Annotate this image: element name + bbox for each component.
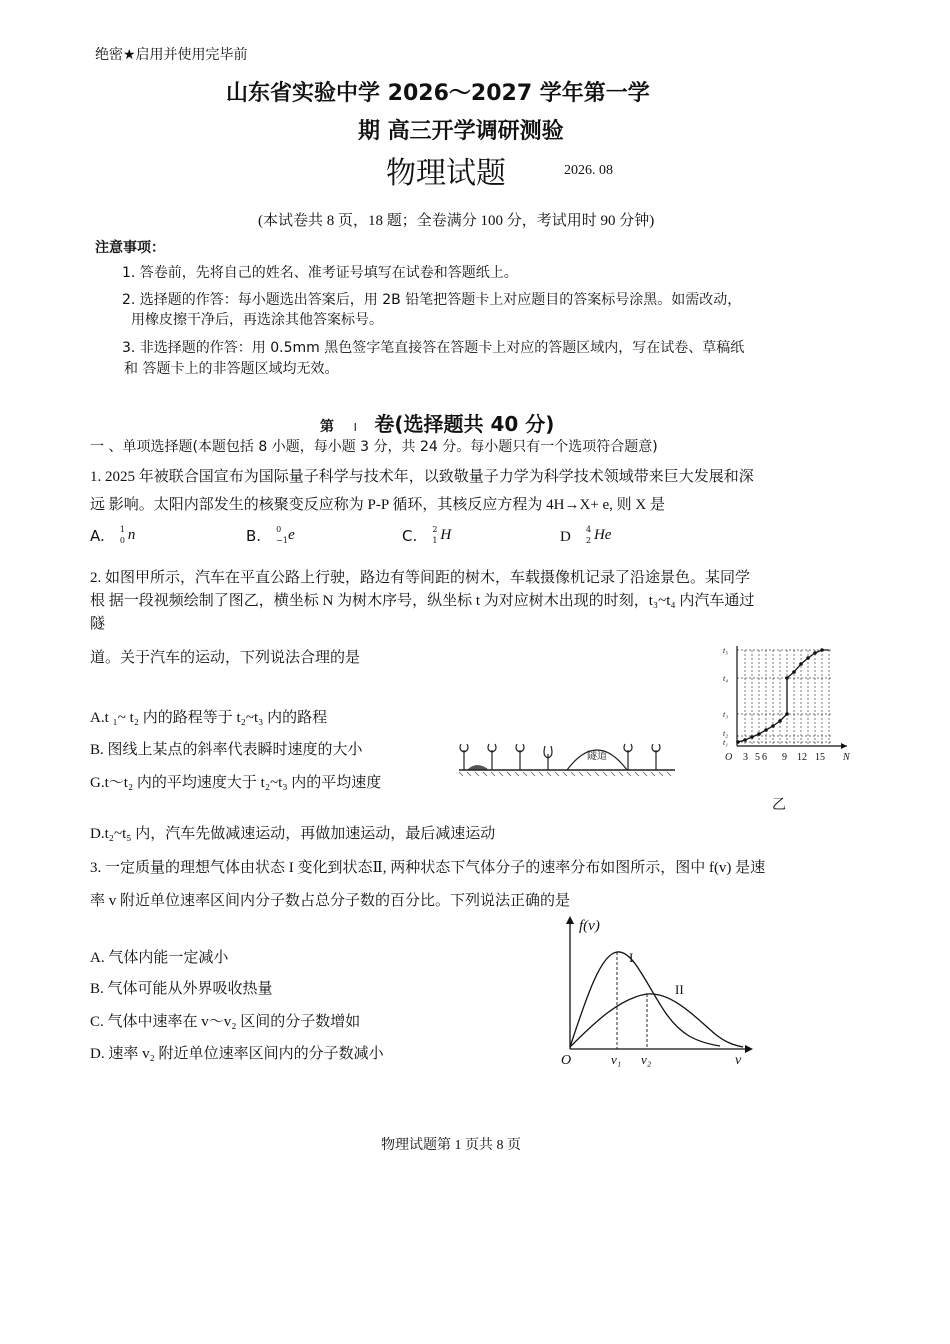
page-footer: 物理试题第 1 页共 8 页 [381, 1138, 521, 1153]
note-1: 1. 答卷前，先将自己的姓名、准考证号填写在试卷和答题纸上。 [122, 265, 518, 281]
q3-y-arrow [566, 916, 574, 924]
note-3b: 和 答题卡上的非答题区域均无效。 [124, 361, 339, 377]
tunnel-label: 隧道 [587, 751, 607, 762]
q2-nt-chart [715, 642, 855, 772]
q1-c-mass: 2 [432, 524, 438, 534]
q2-x-axis-label: N [843, 752, 850, 763]
note-3a: 3. 非选择题的作答：用 0.5mm 黑色签字笔直接答在答题卡上对应的答题区域内，写在试卷、草稿纸 [122, 340, 745, 356]
exam-date: 2026. 08 [564, 163, 613, 178]
q3-curve-1-label: I [629, 950, 634, 965]
section-title-roman: I [353, 421, 357, 434]
q3-origin-label: O [561, 1053, 572, 1067]
q2-ytick-t1: t₁ [723, 738, 729, 747]
q1-option-d[interactable] [560, 526, 616, 547]
section-title-rest: 卷(选择题共 40 分) [374, 412, 555, 436]
q1-line2: 远 影响。太阳内部发生的核聚变反应称为 P-P 循环，其核反应方程为 4H→X+ e, 则 X 是 [90, 497, 665, 513]
q2-line3: 隧 [90, 616, 106, 632]
q3-distribution-chart [555, 912, 770, 1067]
q2-option-b[interactable]: B. 图线上某点的斜率代表瞬时速度的大小 [90, 742, 363, 758]
q3-x-axis-label: v [735, 1053, 742, 1067]
q1-option-b[interactable] [246, 526, 298, 547]
q3-curve-2 [570, 994, 743, 1047]
q3-y-axis-label: f(v) [579, 918, 600, 934]
q2-ytick-t4: t₄ [723, 674, 729, 683]
q3-option-a[interactable]: A. 气体内能一定减小 [90, 950, 229, 966]
section-title [320, 408, 554, 437]
q3-v1-label: v₁ [611, 1052, 622, 1067]
q3-line2: 率 v 附近单位速率区间内分子数占总分子数的百分比。下列说法正确的是 [90, 893, 571, 909]
q1-d-charge: 2 [585, 535, 592, 545]
q3-option-d[interactable]: D. 速率 v₂ 附近单位速率区间内的分子数减小 [90, 1046, 384, 1062]
q1-d-symbol: He [593, 526, 612, 543]
note-2a: 2. 选择题的作答：每小题选出答案后，用 2B 铅笔把答题卡上对应题目的答案标号涂黑。如需改动， [122, 292, 742, 308]
q1-option-c-label: C. [402, 527, 418, 545]
q2-line4: 道。关于汽车的运动，下列说法合理的是 [90, 650, 361, 666]
q2-option-a[interactable]: A.t ₁~ t₂ 内的路程等于 t₂~t₃ 内的路程 [90, 710, 328, 726]
q3-option-c[interactable]: C. 气体中速率在 v～v₂ 区间的分子数增如 [90, 1014, 361, 1030]
notes-heading: 注意事项： [95, 240, 165, 256]
title-line1: 山东省实验中学 2026～2027 学年第一学 [226, 81, 650, 106]
q2-ytick-t2: t₂ [723, 729, 729, 738]
road-hatch [459, 772, 671, 776]
q1-b-symbol: e [288, 526, 295, 543]
q1-option-b-label: B. [246, 527, 262, 545]
q2-ytick-t5: t₅ [723, 646, 729, 655]
fig-yi-label: 乙 [772, 798, 786, 813]
q2-xtick-12: 12 [797, 752, 807, 763]
exam-info: (本试卷共 8 页，18 题；全卷满分 100 分，考试用时 90 分钟) [258, 213, 655, 229]
subject-title: 物理试题 [386, 156, 506, 191]
q3-line1: 3. 一定质量的理想气体由状态 I 变化到状态Ⅱ, 两种状态下气体分子的速率分布如图所示，图中 f(v) 是速 [90, 860, 766, 876]
trees-right [624, 744, 660, 770]
secret-label: 绝密★启用并使用完毕前 [95, 47, 248, 63]
q1-option-a[interactable] [90, 526, 142, 547]
q3-v2-label: v₂ [641, 1052, 652, 1067]
q3-option-b[interactable]: B. 气体可能从外界吸收热量 [90, 981, 273, 997]
q2-option-c[interactable]: G.t～t₂ 内的平均速度大于 t₂~t₃ 内的平均速度 [90, 775, 382, 791]
q1-b-mass: 0 [276, 524, 282, 534]
q2-line2: 根 据一段视频绘制了图乙，横坐标 N 为树木序号，纵坐标 t 为对应树木出现的时刻，t₃~t₄ 内汽车通过 [90, 593, 755, 609]
q1-option-a-label: A. [90, 527, 105, 545]
road-figure [455, 738, 695, 778]
section-title-prefix: 第 [320, 419, 334, 435]
q1-a-charge: 0 [119, 535, 125, 545]
q1-line1: 1. 2025 年被联合国宣布为国际量子科学与技术年，以致敬量子力学为科学技术领域带来巨大发展和深 [90, 469, 754, 485]
q1-c-charge: 1 [432, 535, 438, 545]
part1-heading: 一 、单项选择题(本题包括 8 小题，每小题 3 分，共 24 分。每小题只有一个选项符合题意) [90, 439, 658, 455]
q3-curve-1 [570, 952, 720, 1047]
q2-xtick-6: 6 [762, 752, 767, 763]
q2-option-d[interactable]: D.t₂~t₅ 内，汽车先做减速运动，再做加速运动，最后减速运动 [90, 826, 496, 842]
q2-grid-lines [737, 650, 833, 746]
q2-xtick-o: O [725, 752, 733, 763]
q1-a-mass: 1 [119, 524, 125, 534]
q2-line1: 2. 如图甲所示，汽车在平直公路上行驶，路边有等间距的树木，车载摄像机记录了沿途景色。某同学 [90, 570, 751, 586]
q2-xtick-9: 9 [782, 752, 787, 763]
q1-d-mass: 4 [585, 524, 592, 534]
q2-xtick-5: 5 [755, 752, 760, 763]
q1-c-symbol: H [440, 526, 452, 543]
q2-x-arrow [841, 743, 847, 749]
title-line2: 期 高三开学调研测验 [358, 119, 564, 144]
q1-option-c[interactable] [402, 526, 454, 547]
q1-b-charge: −1 [276, 535, 288, 545]
q2-ytick-t3: t₃ [723, 710, 729, 719]
q3-curve-2-label: II [675, 982, 684, 997]
q1-option-d-label: D [560, 529, 571, 545]
q3-x-arrow [745, 1045, 753, 1053]
q1-a-symbol: n [127, 526, 136, 543]
q2-xtick-15: 15 [815, 752, 825, 763]
q2-xtick-3: 3 [743, 752, 748, 763]
note-2b: 用橡皮擦干净后，再选涂其他答案标号。 [131, 312, 383, 328]
